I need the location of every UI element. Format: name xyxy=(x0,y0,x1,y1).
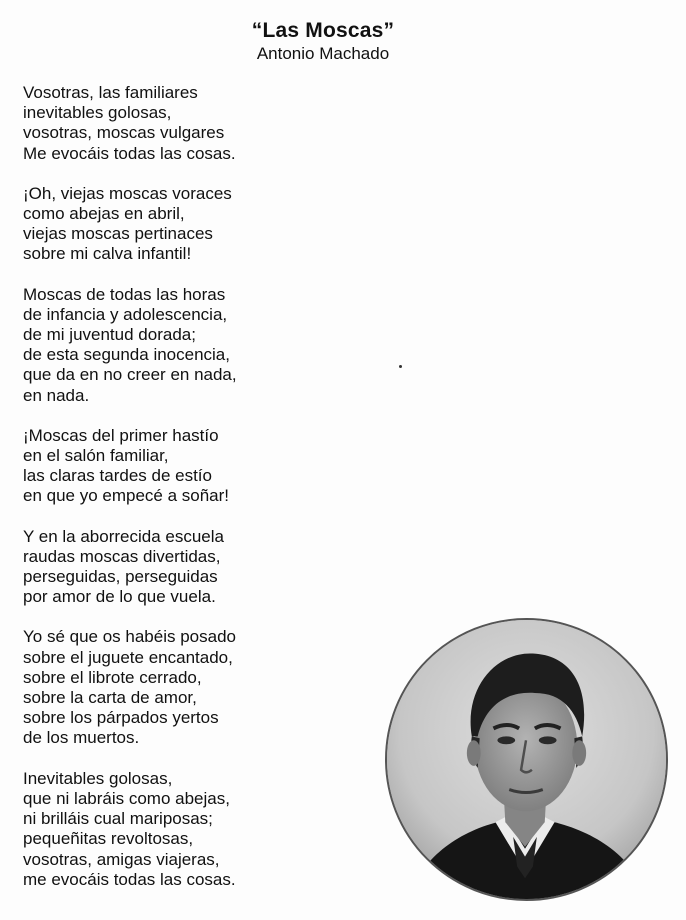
poem-line: Vosotras, las familiares xyxy=(23,83,198,102)
poem-line: de los muertos. xyxy=(23,728,140,748)
poem-line: Moscas de todas las horas xyxy=(23,284,226,304)
poem-line: me evocáis todas las cosas. xyxy=(23,869,236,889)
poem-stanza xyxy=(23,184,363,265)
poem-line: Inevitables golosas, xyxy=(23,768,173,788)
poem-line: perseguidas, perseguidas xyxy=(23,567,218,587)
poem-line: que da en no creer en nada, xyxy=(23,365,237,385)
poem-stanza xyxy=(23,627,363,748)
author-portrait xyxy=(385,618,668,901)
poem-line: raudas moscas divertidas, xyxy=(23,546,221,566)
poem-line: por amor de lo que vuela. xyxy=(23,587,216,607)
poem-line: Me evocáis todas las cosas. xyxy=(23,143,236,163)
poem-stanza xyxy=(23,285,363,406)
poem-line: como abejas en abril, xyxy=(23,204,185,224)
poem-line: inevitables golosas, xyxy=(23,103,172,123)
poem-line: de infancia y adolescencia, xyxy=(23,304,228,324)
poem-line: las claras tardes de estío xyxy=(23,466,212,486)
poem-line: Yo sé que os habéis posado xyxy=(23,627,236,647)
poem-line: de mi juventud dorada; xyxy=(23,325,196,345)
poem-line: ¡Moscas del primer hastío xyxy=(23,425,219,445)
poem-line: viejas moscas pertinaces xyxy=(23,224,213,244)
poem-line: sobre los párpados yertos xyxy=(23,708,219,728)
poem-stanza xyxy=(23,83,363,164)
poem-line: vosotras, moscas vulgares xyxy=(23,123,225,143)
author-portrait-photo xyxy=(387,620,666,899)
poem-line: pequeñitas revoltosas, xyxy=(23,829,194,849)
poem-author: Antonio Machado xyxy=(256,44,390,63)
poem-line: sobre el juguete encantado, xyxy=(23,647,233,667)
print-speck xyxy=(399,365,402,368)
poem-line: sobre la carta de amor, xyxy=(23,688,197,708)
poem-line: de esta segunda inocencia, xyxy=(23,345,230,365)
poem-line: sobre el librote cerrado, xyxy=(23,667,202,687)
poem-line: en nada. xyxy=(23,385,90,405)
poem-line: en el salón familiar, xyxy=(23,446,169,466)
poem-line: sobre mi calva infantil! xyxy=(23,244,192,264)
poem-line: en que yo empecé a soñar! xyxy=(23,486,230,506)
poem-line: Y en la aborrecida escuela xyxy=(23,526,224,546)
poem-line: vosotras, amigas viajeras, xyxy=(23,849,220,869)
poem-stanza xyxy=(23,527,363,608)
poem-stanza xyxy=(23,769,363,890)
poem-line: que ni labráis como abejas, xyxy=(23,788,230,808)
poem-line: ¡Oh, viejas moscas voraces xyxy=(23,183,232,203)
poem-body xyxy=(23,83,363,910)
poem-stanza xyxy=(23,426,363,507)
poem-line: ni brilláis cual mariposas; xyxy=(23,809,213,829)
poem-title: “Las Moscas” xyxy=(251,19,395,42)
